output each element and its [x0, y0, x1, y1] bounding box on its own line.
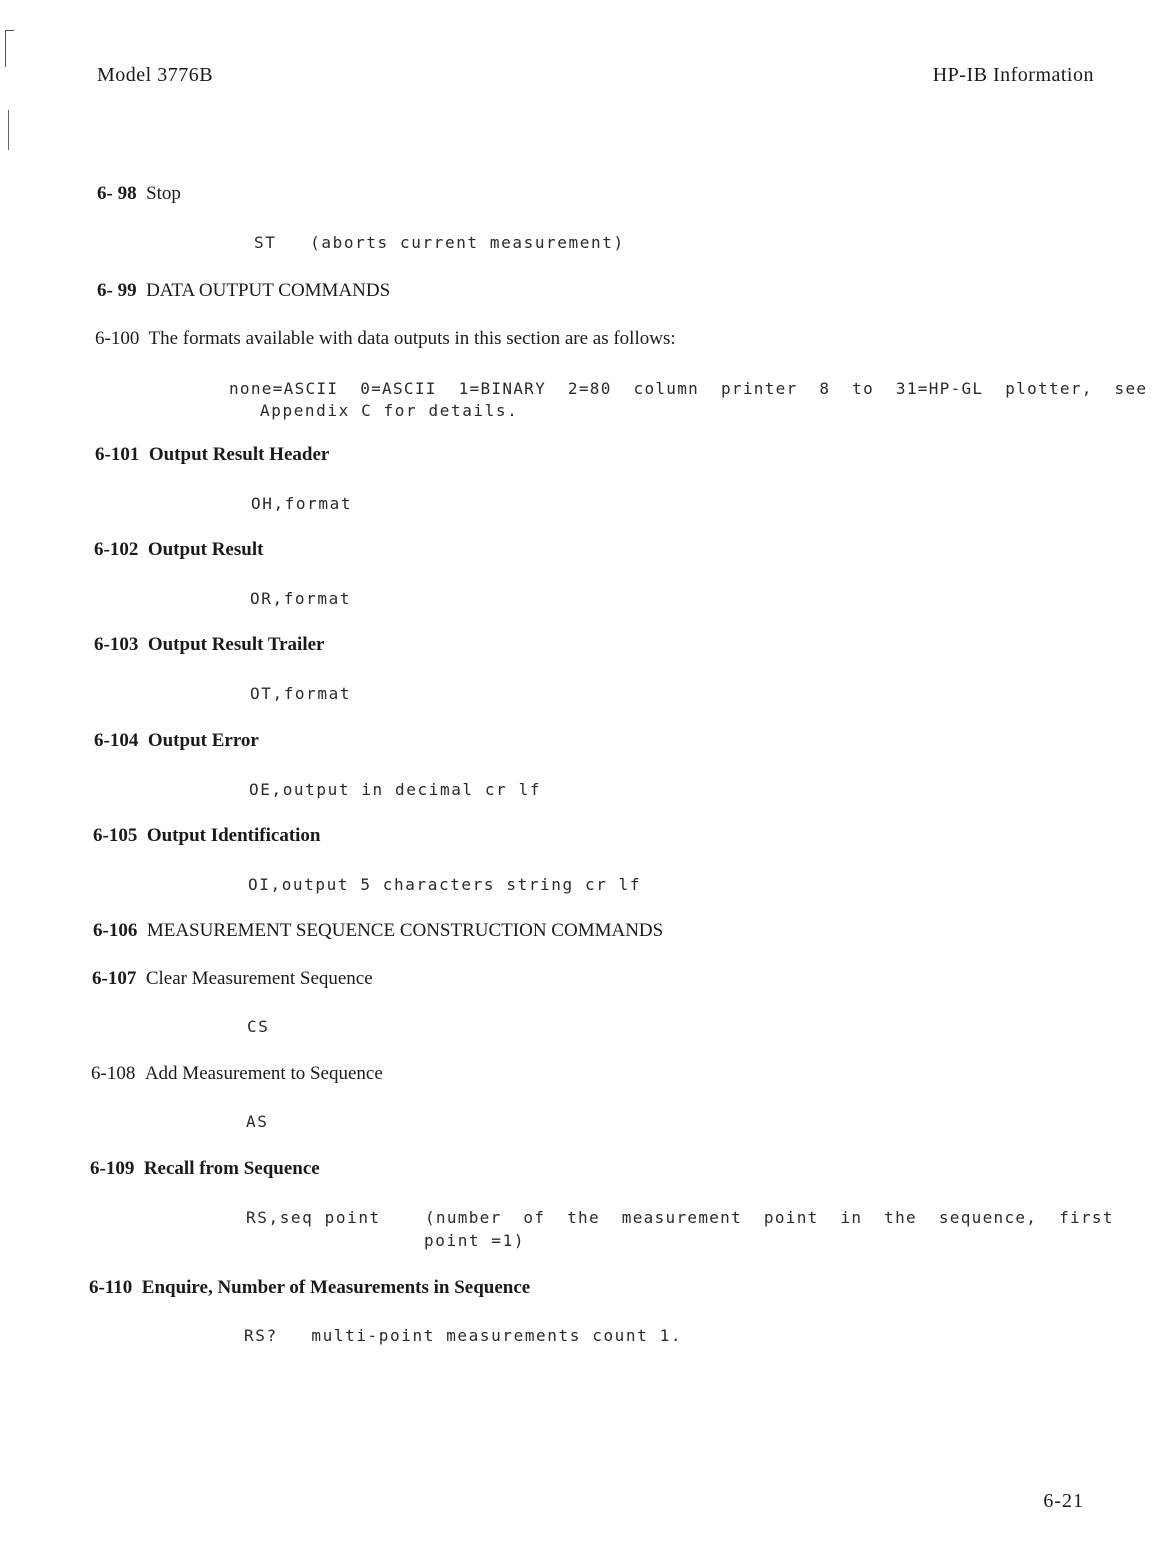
- section-number: 6-101: [95, 444, 140, 465]
- command-syntax: OT,format: [250, 684, 352, 703]
- command-description-line-1: (number of the measurement point in the sequence, first: [425, 1208, 1114, 1227]
- header-section: HP-IB Information: [932, 64, 1094, 86]
- section-6-110-heading: [89, 1277, 530, 1299]
- command-syntax: ST (aborts current measurement): [254, 233, 625, 252]
- scan-edge-mark: [8, 110, 9, 150]
- section-number: 6-100: [95, 328, 140, 349]
- command-syntax: OI,output 5 characters string cr lf: [248, 875, 642, 894]
- section-6-98-heading: [97, 183, 181, 205]
- section-number: 6-108: [91, 1063, 136, 1084]
- command-syntax: CS: [247, 1017, 270, 1036]
- command-syntax: OH,format: [251, 494, 353, 513]
- section-title: Add Measurement to Sequence: [144, 1063, 383, 1084]
- section-title: Enquire, Number of Measurements in Sequence: [141, 1277, 531, 1298]
- section-number: 6-103: [94, 634, 139, 655]
- section-title: Recall from Sequence: [143, 1158, 320, 1179]
- command-description-line-2: point =1): [424, 1231, 526, 1250]
- page-number: 6-21: [1043, 1490, 1084, 1512]
- section-number: 6-109: [90, 1158, 135, 1179]
- section-6-108-heading: [91, 1063, 383, 1085]
- format-list-line-1: none=ASCII 0=ASCII 1=BINARY 2=80 column printer 8 to 31=HP-GL plotter, see: [229, 379, 1148, 398]
- section-number: 6-107: [92, 968, 137, 989]
- format-list-line-2: Appendix C for details.: [260, 401, 519, 420]
- section-title: Clear Measurement Sequence: [145, 968, 373, 989]
- section-title: Output Result Header: [148, 444, 330, 465]
- section-6-101-heading: [95, 444, 329, 466]
- section-6-102-heading: [94, 539, 263, 561]
- section-title: Output Error: [147, 730, 259, 751]
- command-syntax: RS? multi-point measurements count 1.: [244, 1326, 683, 1345]
- section-6-107-heading: [92, 968, 373, 990]
- section-6-100-paragraph: [95, 328, 676, 350]
- section-number: 6-104: [94, 730, 139, 751]
- command-syntax: AS: [246, 1112, 269, 1131]
- section-number: 6-110: [89, 1277, 133, 1298]
- section-6-106-heading: [93, 920, 663, 942]
- section-title: Output Result: [147, 539, 264, 560]
- section-6-109-heading: [90, 1158, 320, 1180]
- section-number: 6-105: [93, 825, 138, 846]
- section-title: Output Result Trailer: [147, 634, 325, 655]
- section-number: 6-106: [93, 920, 138, 941]
- section-6-99-heading: [97, 280, 390, 302]
- section-6-105-heading: [93, 825, 321, 847]
- section-6-104-heading: [94, 730, 259, 752]
- section-6-103-heading: [94, 634, 324, 656]
- command-syntax: OE,output in decimal cr lf: [249, 780, 542, 799]
- section-title: DATA OUTPUT COMMANDS: [146, 280, 391, 301]
- section-title: Stop: [146, 183, 181, 204]
- section-title: MEASUREMENT SEQUENCE CONSTRUCTION COMMANDS: [146, 920, 664, 941]
- scan-corner-mark: [5, 30, 14, 67]
- paragraph-text: The formats available with data outputs in this section are as follows:: [148, 328, 676, 349]
- command-syntax: RS,seq point: [246, 1208, 381, 1227]
- section-number: 6-102: [94, 539, 139, 560]
- section-title: Output Identification: [146, 825, 321, 846]
- section-number: 6- 98: [97, 183, 137, 204]
- section-number: 6- 99: [97, 280, 137, 301]
- header-model: Model 3776B: [97, 64, 214, 86]
- command-syntax: OR,format: [250, 589, 352, 608]
